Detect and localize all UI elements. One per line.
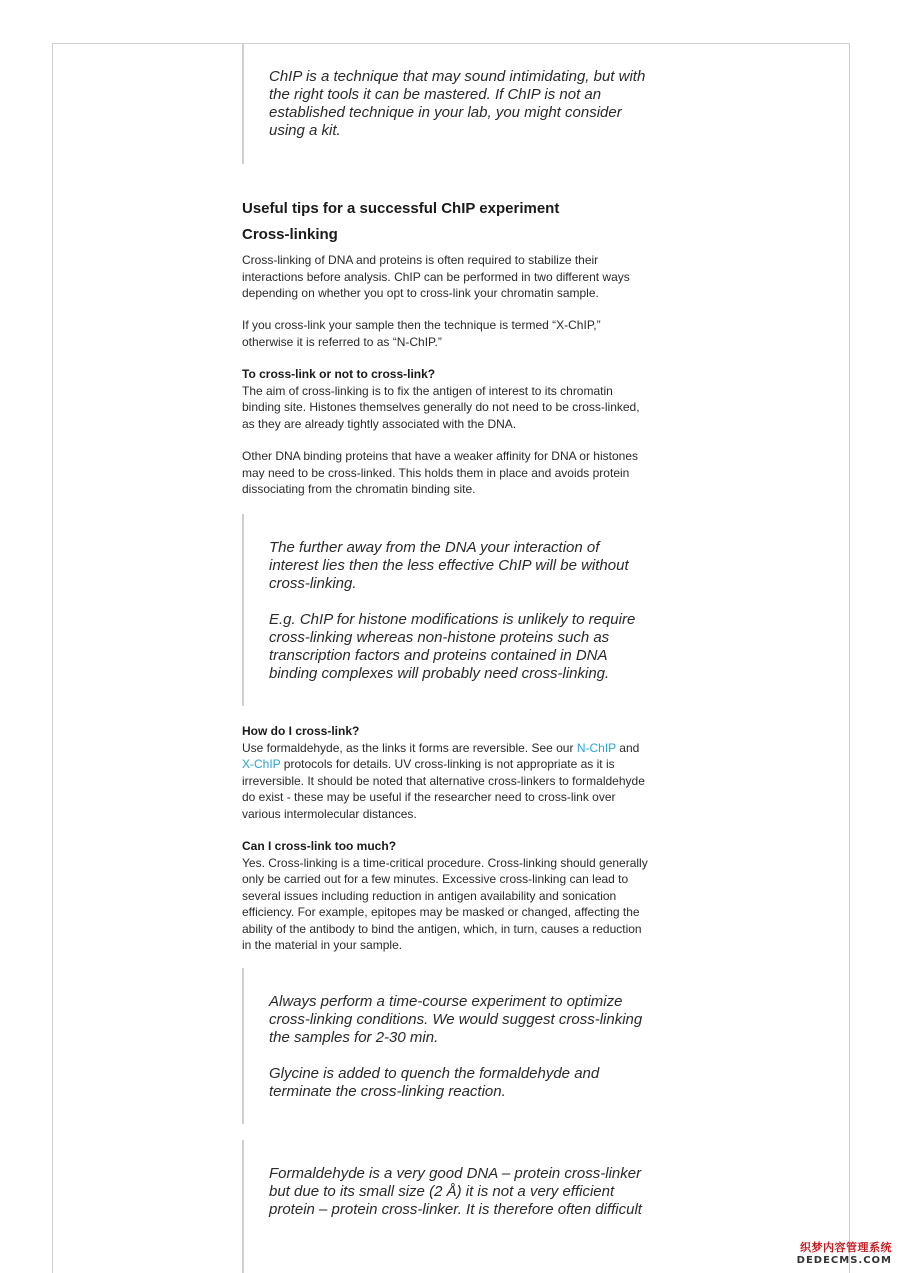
watermark (797, 1241, 892, 1267)
quote-formaldehyde (242, 1140, 654, 1273)
quote-formaldehyde-p1: Formaldehyde is a very good DNA – protein cross-linker but due to its small size (2 Å) it is not a very efficient protein – protein cross-linker. It is therefore often difficult (269, 1165, 642, 1218)
how-crosslink-text (242, 740, 654, 823)
subsection-title: Cross-linking (242, 226, 338, 243)
how-crosslink-text-before: Use formaldehyde, as the links it forms are reversible. See our (242, 740, 577, 755)
quote-intro (242, 44, 654, 164)
xchip-protocol-link[interactable]: X-ChIP (242, 757, 281, 771)
nchip-protocol-link[interactable]: N-ChIP (576, 740, 616, 755)
subsection-header (242, 226, 654, 243)
quote-intro-text: ChIP is a technique that may sound intimidating, but with the right tools it can be mastered. If ChIP is not an established technique in your lab, you might consider using a kit. (269, 68, 646, 139)
to-crosslink-block (242, 366, 654, 432)
too-much-text: Yes. Cross-linking is a time-critical procedure. Cross-linking should generally only be carried out for a few minutes. Excessive cross-linking can lead to several issues including reduction in antigen availability and sonication efficiency. For example, epitopes may be masked or changed, affecting the ability of the antibody to bind the antigen, which, in turn, causes a reduction in the material in your sample. (242, 855, 648, 952)
section-header (242, 200, 654, 217)
too-much-block (242, 838, 654, 954)
too-much-heading: Can I cross-link too much? (242, 839, 397, 853)
quote-timecourse-p1: Always perform a time-course experiment to optimize cross-linking conditions. We would suggest cross-linking the samples for 2-30 min. (269, 993, 643, 1046)
watermark-cn: 织梦内容管理系统 (800, 1241, 892, 1254)
crosslinking-para-2: If you cross-link your sample then the technique is termed “X-ChIP,” otherwise it is referred to as “N-ChIP.” (242, 318, 601, 349)
crosslinking-para-1: Cross-linking of DNA and proteins is often required to stabilize their interactions before analysis. ChIP can be performed in two different ways depending on whether you opt to cross-link your chromatin sample. (242, 253, 630, 300)
to-crosslink-para-1: The aim of cross-linking is to fix the antigen of interest to its chromatin binding site. Histones themselves generally do not need to be cross-linked, as they are already tightly associated with the DNA. (242, 383, 640, 431)
quote-distance-p1: The further away from the DNA your interaction of interest lies then the less effective ChIP will be without cross-linking. (269, 539, 629, 592)
section-title: Useful tips for a successful ChIP experiment (242, 200, 560, 217)
how-crosslink-text-and: and (615, 740, 640, 755)
how-crosslink-heading: How do I cross-link? (242, 724, 360, 738)
to-crosslink-para-2: Other DNA binding proteins that have a weaker affinity for DNA or histones may need to be cross-linked. This holds them in place and avoids protein dissociating from the chromatin binding site. (242, 449, 638, 496)
quote-timecourse-p2: Glycine is added to quench the formaldehyde and terminate the cross-linking reaction. (269, 1065, 600, 1100)
how-crosslink-block (242, 723, 654, 822)
crosslinking-terms (242, 317, 654, 350)
quote-distance (242, 514, 654, 706)
to-crosslink-heading: To cross-link or not to cross-link? (242, 367, 436, 381)
to-crosslink-block-2 (242, 448, 654, 498)
quote-timecourse (242, 968, 654, 1124)
how-crosslink-text-after: protocols for details. UV cross-linking is not appropriate as it is irreversible. It should be noted that alternative cross-linkers to formaldehyde do exist - these may be useful if the researcher need to cross-link over various intermolecular distances. (242, 757, 645, 821)
quote-distance-p2: E.g. ChIP for histone modifications is unlikely to require cross-linking whereas non-histone proteins such as transcription factors and proteins contained in DNA binding complexes will probably need cross-linking. (269, 611, 636, 682)
crosslinking-intro (242, 252, 654, 302)
watermark-en: DEDECMS.COM (796, 1255, 892, 1266)
